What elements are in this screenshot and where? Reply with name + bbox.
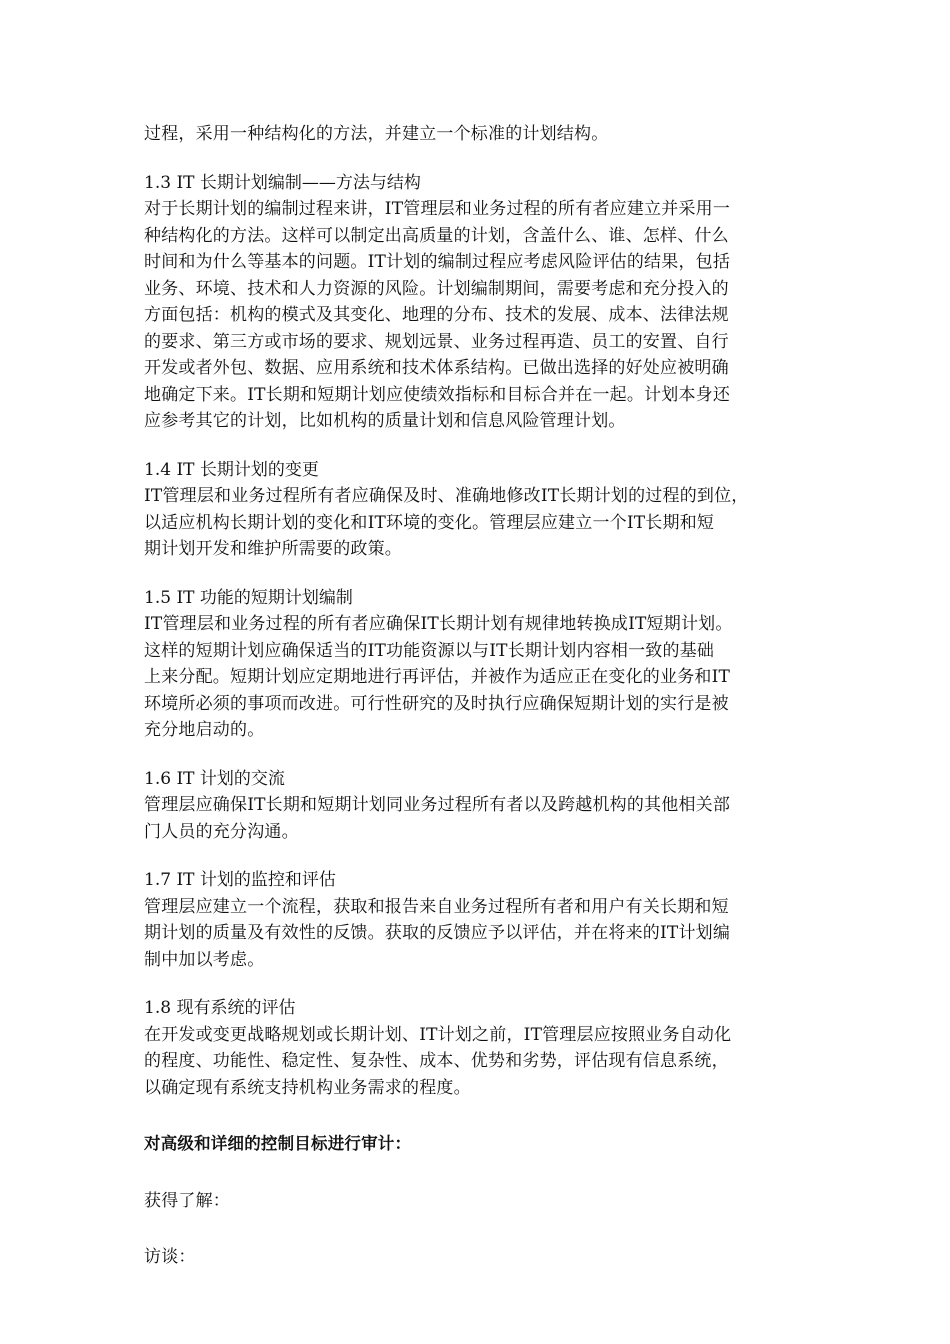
paragraph-line: 业务、环境、技术和人力资源的风险。计划编制期间，需要考虑和充分投入的 xyxy=(144,278,729,299)
section-1-8 xyxy=(144,995,824,1101)
paragraph-line: 期计划的质量及有效性的反馈。获取的反馈应予以评估，并在将来的IT计划编 xyxy=(144,923,731,943)
section-1-6 xyxy=(144,766,824,846)
section-1-5 xyxy=(144,585,824,744)
paragraph-line: 的要求、第三方或市场的要求、规划远景、业务过程再造、员工的安置、自行 xyxy=(144,331,729,352)
paragraph-line: 这样的短期计划应确保适当的IT功能资源以与IT长期计划内容相一致的基础 xyxy=(144,640,715,661)
paragraph-line: 时间和为什么等基本的问题。IT计划的编制过程应考虑风险评估的结果，包括 xyxy=(144,252,731,272)
section-1-4 xyxy=(144,457,824,563)
spacer xyxy=(144,973,824,995)
paragraph-line: 方面包括：机构的模式及其变化、地理的分布、技术的发展、成本、法律法规 xyxy=(144,305,729,325)
paragraph-line: 在开发或变更战略规划或长期计划、IT计划之前，IT管理层应按照业务自动化 xyxy=(144,1024,732,1045)
paragraph-line: 地确定下来。IT长期和短期计划应使绩效指标和目标合并在一起。计划本身还 xyxy=(144,384,731,405)
section-heading: 1.3 IT 长期计划编制——方法与结构 xyxy=(144,172,421,193)
document-page xyxy=(144,121,824,1271)
paragraph-line: 以确定现有系统支持机构业务需求的程度。 xyxy=(144,1077,471,1098)
spacer xyxy=(144,1158,824,1188)
section-1-3 xyxy=(144,170,824,435)
intro-line: 过程，采用一种结构化的方法，并建立一个标准的计划结构。 xyxy=(144,124,609,144)
paragraph-line: 开发或者外包、数据、应用系统和技术体系结构。已做出选择的好处应被明确 xyxy=(144,358,729,378)
audit-title: 对高级和详细的控制目标进行审计： xyxy=(144,1134,412,1153)
spacer xyxy=(144,148,824,170)
section-heading: 1.5 IT 功能的短期计划编制 xyxy=(144,587,353,608)
paragraph-line: 的程度、功能性、稳定性、复杂性、成本、优势和劣势，评估现有信息系统， xyxy=(144,1051,729,1071)
spacer xyxy=(144,1101,824,1131)
paragraph-line: 制中加以考虑。 xyxy=(144,949,265,970)
audit-understand-label: 获得了解： xyxy=(144,1190,230,1211)
audit-interview-label: 访谈： xyxy=(144,1247,196,1267)
paragraph-line: 应参考其它的计划，比如机构的质量计划和信息风险管理计划。 xyxy=(144,411,626,431)
spacer xyxy=(144,435,824,457)
section-1-7 xyxy=(144,867,824,973)
paragraph-line: 上来分配。短期计划应定期地进行再评估，并被作为适应正在变化的业务和IT xyxy=(144,667,731,687)
paragraph-line: 管理层应建立一个流程，获取和报告来自业务过程所有者和用户有关长期和短 xyxy=(144,896,729,917)
paragraph-line: 种结构化的方法。这样可以制定出高质量的计划，含盖什么、谁、怎样、什么 xyxy=(144,225,729,246)
section-heading: 1.7 IT 计划的监控和评估 xyxy=(144,870,336,890)
paragraph-line: IT管理层和业务过程的所有者应确保IT长期计划有规律地转换成IT短期计划。 xyxy=(144,614,733,634)
section-heading: 1.4 IT 长期计划的变更 xyxy=(144,459,319,480)
paragraph-line: 门人员的充分沟通。 xyxy=(144,821,299,842)
paragraph-line: 以适应机构长期计划的变化和IT环境的变化。管理层应建立一个IT长期和短 xyxy=(144,512,715,533)
paragraph-line: 管理层应确保IT长期和短期计划同业务过程所有者以及跨越机构的其他相关部 xyxy=(144,795,731,815)
section-heading: 1.8 现有系统的评估 xyxy=(144,998,296,1018)
spacer xyxy=(144,1214,824,1244)
section-heading: 1.6 IT 计划的交流 xyxy=(144,768,285,789)
paragraph-line: IT管理层和业务过程所有者应确保及时、准确地修改IT长期计划的过程的到位， xyxy=(144,486,749,506)
spacer xyxy=(144,744,824,766)
paragraph-line: 期计划开发和维护所需要的政策。 xyxy=(144,539,402,559)
paragraph-line: 对于长期计划的编制过程来讲，IT管理层和业务过程的所有者应建立并采用一 xyxy=(144,199,731,219)
spacer xyxy=(144,563,824,585)
paragraph-line: 充分地启动的。 xyxy=(144,720,265,740)
spacer xyxy=(144,845,824,867)
paragraph-line: 环境所必须的事项而改进。可行性研究的及时执行应确保短期计划的实行是被 xyxy=(144,693,729,714)
